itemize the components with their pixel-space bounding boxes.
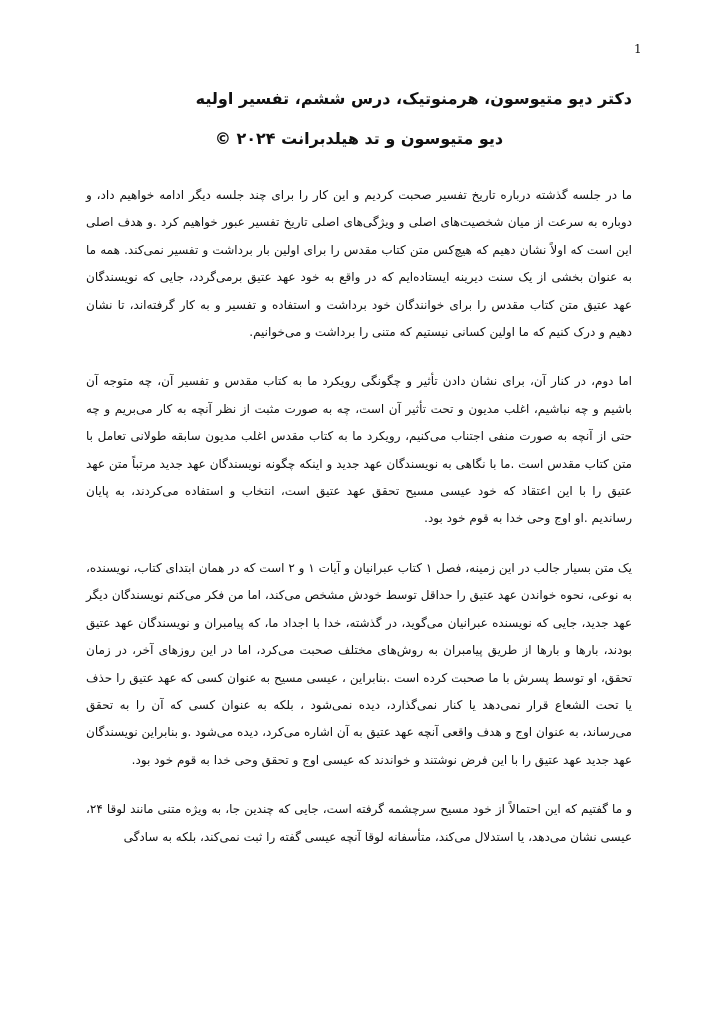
title-block bbox=[86, 86, 632, 152]
paragraph: اما دوم، در کنار آن، برای نشان دادن تأثیر و چگونگی رویکرد ما به کتاب مقدس و تفسیر آن، چه متوجه آن باشیم و چه نباشیم، اغلب مدیون و تحت تأثیر آن است، چه به صورت مثبت از نظر آنچه به کار می‌بریم و چه حتی از آنچه به صورت منفی اجتناب می‌کنیم، رویکرد ما به کتاب مقدس اغلب مدیون سابقه طولانی تعامل با متن کتاب مقدس است .ما با نگاهی به نویسندگان عهد جدید و اینکه چگونه نویسندگان عهد جدید مرتباً متن عهد عتیق را با این اعتقاد که خود عیسی مسیح تحقق عهد عتیق است، انتخاب و استفاده می‌کردند، به پایان رساندیم .او اوج وحی خدا به قوم خود بود. bbox=[86, 374, 632, 526]
paragraph: ما در جلسه گذشته درباره تاریخ تفسیر صحبت کردیم و این کار را برای چند جلسه دیگر ادامه خواهیم داد، و دوباره به سرعت از میان شخصیت‌های اصلی و ویژگی‌های اصلی تاریخ تفسیر عبور خواهیم کرد .و هدف اصلی این است که اولاً نشان دهیم که هیچ‌کس متن کتاب مقدس را برای اولین بار برداشت و تفسیر نمی‌کند. همه ما به عنوان بخشی از یک سنت دیرینه ایستاده‌ایم که در واقع به خود عهد عتیق برمی‌گردد، جایی که نویسندگان عهد عتیق متن کتاب مقدس را برای خوانندگان خود برداشت و استفاده و تفسیر و به کار گرفته‌اند، تا نشان دهیم و درک کنیم که ما اولین کسانی نیستیم که متنی را برداشت و می‌خوانیم. bbox=[86, 188, 632, 340]
paragraph: و ما گفتیم که این احتمالاً از خود مسیح سرچشمه گرفته است، جایی که چندین جا، به ویژه متنی مانند لوقا ۲۴، عیسی نشان می‌دهد، یا استدلال می‌کند، متأسفانه لوقا آنچه عیسی گفته را ثبت نمی‌کند، بلکه به سادگی bbox=[86, 802, 632, 844]
document-body bbox=[86, 182, 632, 873]
document-subtitle: دیو متیوسون و تد هیلدبرانت ۲۰۲۴ © bbox=[214, 129, 504, 148]
paragraph: یک متن بسیار جالب در این زمینه، فصل ۱ کتاب عبرانیان و آیات ۱ و ۲ است که در همان ابتدای کتاب، نویسنده، به نوعی، نحوه خواندن عهد عتیق را حداقل توسط خودش مشخص می‌کند، اما من فکر می‌کنم نویسندگان دیگر عهد جدید، جایی که نویسنده عبرانیان می‌گوید، در گذشته، خدا با اجداد ما، که پیامبران و نویسندگان عهد عتیق بودند، بارها و بارها از طریق پیامبران به روش‌های مختلف صحبت می‌کرد، اما در این روزهای آخر، در زمان تحقق، او توسط پسرش با ما صحبت کرده است .بنابراین ، عیسی مسیح به عنوان کسی که عهد عتیق را حذف یا تحت الشعاع قرار نمی‌دهد یا کنار نمی‌گذارد، دیده نمی‌شود ، بلکه به عنوان کسی که آن را به تحقق می‌رساند، به عنوان اوج و هدف واقعی آنچه عهد عتیق به آن اشاره می‌کرد، دیده می‌شود .و بنابراین نویسندگان عهد جدید عهد عتیق را با این فرض نوشتند و خواندند که عیسی اوج و تحقق وحی خدا به قوم خود بود. bbox=[86, 560, 632, 767]
document-title: دکتر دیو متیوسون، هرمنوتیک، درس ششم، تفسیر اولیه bbox=[195, 89, 632, 108]
page-number: 1 bbox=[634, 42, 642, 56]
